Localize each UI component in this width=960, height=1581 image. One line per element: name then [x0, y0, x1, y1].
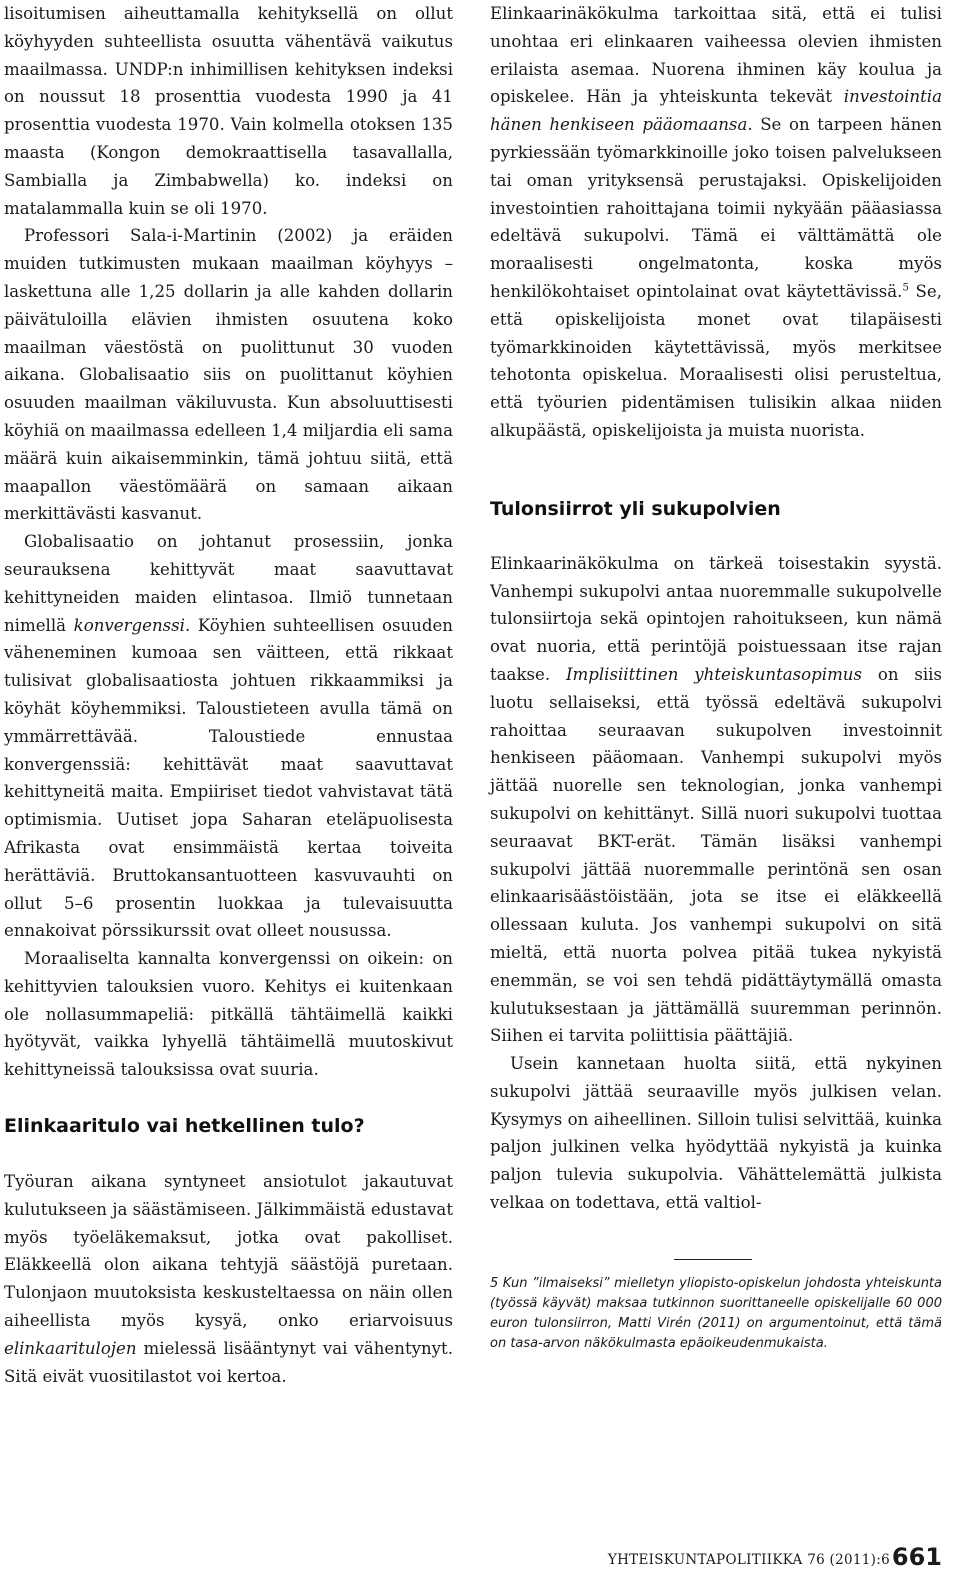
- paragraph: [490, 0, 942, 445]
- text-run: Elinkaarinäkökulma on tärkeä toisestakin syystä. Vanhempi sukupolvi antaa nuoremmalle sukupolvelle tulonsiirtoja sekä opintojen rahoitukseen, kun nämä ovat nuoria, että perintöjä poistuessaan itse rajan taakse.: [490, 553, 942, 684]
- page-footer: [0, 1540, 942, 1574]
- journal-name: YHTEISKUNTAPOLITIIKKA 76 (2011):6: [607, 1552, 890, 1568]
- text-run: . Köyhien suhteellisen osuuden väheneminen kumoaa sen väitteen, että rikkaat tulisivat globalisaatiosta johtuen rikkaammiksi ja köyhät köyhemmiksi. Taloustieteen avulla tämä on ymmärrettävää. Taloustiede ennustaa konvergenssiä: kehittävät maat saavuttavat kehittyneitä maita. Empiiriset tiedot vahvistavat tätä optimismia. Uutiset jopa Saharan eteläpuolisesta Afrikasta ovat ensimmäistä kertaa toiveita herättäviä. Bruttokansantuotteen kasvuvauhti on ollut 5–6 prosentin luokkaa ja tulevaisuutta ennakoivat pörssikurssit ovat olleet nousussa.: [4, 615, 453, 941]
- paragraph: lisoitumisen aiheuttamalla kehityksellä on ollut köyhyyden suhteellista osuutta vähentävä vaikutus maailmassa. UNDP:n inhimillisen kehityksen indeksi on noussut 18 prosenttia vuodesta 1990 ja 41 prosenttia vuodesta 1970. Vain kolmella otoksen 135 maasta (Kongon demokraattisella tasavallalla, Sambialla ja Zimbabwella) ko. indeksi on matalammalla kuin se oli 1970.: [4, 4, 453, 218]
- emphasis-term: Implisiittinen yhteiskuntasopimus: [565, 664, 863, 684]
- paragraph: Usein kannetaan huolta siitä, että nykyinen sukupolvi jättää seuraaville myös julkisen velan. Kysymys on aiheellinen. Silloin tulisi selvittää, kuinka paljon julkinen velka hyödyttää nykyistä ja kuinka paljon tulevia sukupolvia. Vähättelemättä julkista velkaa on todettava, että valtiol-: [490, 1054, 942, 1213]
- text-run: Se, että opiskelijoista monet ovat tilapäisesti työmarkkinoiden käytettävissä, myös merkitsee tehotonta opiskelua. Moraalisesti olisi perusteltua, että työurien pidentämisen tulisikin alkaa niiden alkupäästä, opiskelijoista ja muista nuorista.: [490, 281, 942, 440]
- paragraph: Professori Sala-i-Martinin (2002) ja eräiden muiden tutkimusten mukaan maailman köyhyys – laskettuna alle 1,25 dollarin ja alle kahden dollarin päivätuloilla elävien ihmisten osuutena koko maailman väestöstä on puolittunut 30 vuoden aikana. Globalisaatio siis on puolittanut köyhien osuuden maailman väkiluvusta. Kun absoluuttisesti köyhiä on maailmassa edelleen 1,4 miljardia eli sama määrä kuin aikaisemminkin, tämä johtuu siitä, että maapallon väestömäärä on samaan aikaan merkittävästi kasvanut.: [4, 226, 453, 524]
- text-run: on siis luotu sellaiseksi, että työssä edeltävä sukupolvi rahoittaa seuraavan sukupolven investoinnit henkiseen pääomaan. Vanhempi sukupolvi myös jättää nuorelle sen teknologian, jonka vanhempi sukupolvi on kehittänyt. Sillä nuori sukupolvi tuottaa seuraavat BKT-erät. Tämän lisäksi vanhempi sukupolvi jättää nuoremmalle perintönä sen osan elinkaarisäästöistään, jota se itse ei eläkkeellä ollessaan kuluta. Jos vanhempi sukupolvi on sitä mieltä, että nuorta polvea pitää tukea nykyistä enemmän, se voi sen tehdä pidättäytymällä omasta kulutuksestaan ja jättämällä suuremman perinnön. Siihen ei tarvita poliittisia päättäjiä.: [490, 664, 942, 1046]
- left-column: [4, 0, 453, 1390]
- emphasis-term: investointia hänen henkiseen pääomaansa: [490, 87, 942, 135]
- emphasis-term: elinkaaritulojen: [4, 1338, 137, 1358]
- emphasis-term: konvergenssi: [73, 615, 185, 635]
- text-run: Työuran aikana syntyneet ansiotulot jakautuvat kulutukseen ja säästämiseen. Jälkimmäistä edustavat myös työeläkemaksut, jotka ovat pakolliset. Eläkkeellä olon aikana tehtyjä säästöjä puretaan. Tulonjaon muutoksista keskusteltaessa on näin ollen aiheellista myös kysyä, onko eriarvoisuus: [4, 1172, 453, 1331]
- paragraph: [4, 1168, 453, 1390]
- paragraph: Moraaliselta kannalta konvergenssi on oikein: on kehittyvien talouksien vuoro. Kehitys ei kuitenkaan ole nollasummapeliä: pitkällä tähtäimellä kaikki hyötyvät, vaikka lyhyellä tähtäimellä muutoskivut kehittyneissä talouksissa ovat suuria.: [4, 949, 453, 1080]
- page-number: 661: [891, 1543, 942, 1571]
- footnote: 5 Kun ”ilmaiseksi” mielletyn yliopisto-opiskelun johdosta yhteiskunta (työssä käyvät) maksaa tutkinnon suorittaneelle opiskelijalle 60 000 euron tulonsiirron, Matti Virén (2011) on argumentoinut, että tämä on tasa-arvon näkökulmasta epäoikeudenmukaista.: [490, 1275, 942, 1351]
- text-run: Elinkaarinäkökulma tarkoittaa sitä, että ei tulisi unohtaa eri elinkaaren vaiheessa olevien ihmisten erilaista asemaa. Nuorena ihminen käy koulua ja opiskelee. Hän ja yhteiskunta tekevät: [490, 4, 942, 107]
- footnote-ref: 5: [902, 282, 909, 294]
- text-run: Globalisaatio on johtanut prosessiin, jonka seurauksena kehittyvät maat saavuttavat kehittyneiden maiden elintasoa. Ilmiö tunnetaan nimellä: [4, 532, 453, 635]
- section-heading: Tulonsiirrot yli sukupolvien: [490, 497, 781, 520]
- footnote-divider: [674, 1259, 752, 1260]
- text-run: . Se on tarpeen hänen pyrkiessään työmarkkinoille joko toisen palvelukseen tai oman yrityksensä perustajaksi. Opiskelijoiden investointien rahoittajana toimii nykyään pääasiassa edeltävä sukupolvi. Tämä ei välttämättä ole moraalisesti ongelmatonta, koska myös henkilökohtaiset opintolainat ovat käytettävissä.: [490, 115, 942, 301]
- section-heading: Elinkaaritulo vai hetkellinen tulo?: [4, 1115, 365, 1138]
- right-column: [490, 0, 942, 1354]
- text-run: mielessä lisääntynyt vai vähentynyt. Sitä eivät vuositilastot voi kertoa.: [4, 1338, 453, 1386]
- paragraph: [4, 528, 453, 945]
- paragraph: [490, 550, 942, 1050]
